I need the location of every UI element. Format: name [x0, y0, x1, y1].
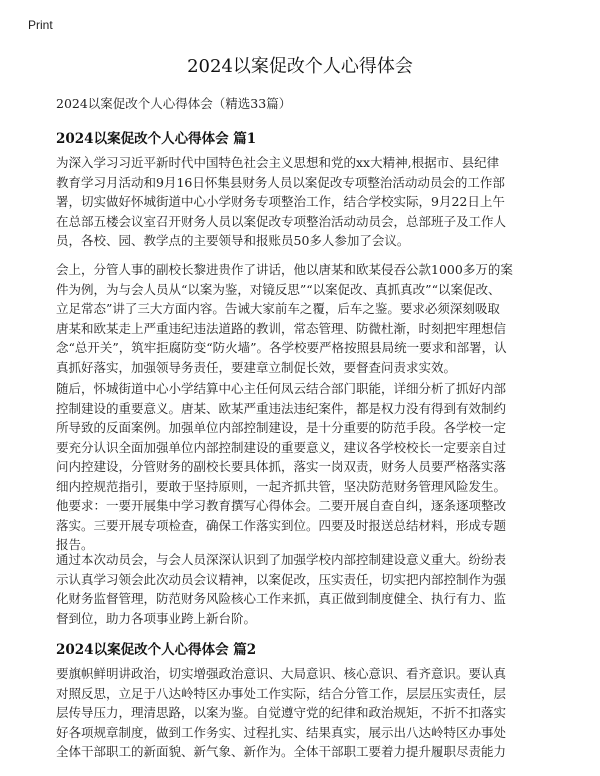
- text-line: 层传导压力，理清思路，以案为鉴。自觉遵守党的纪律和政治规矩，不折不扣落实: [56, 705, 507, 720]
- text-line: 教育学习月活动和9月16日怀集县财务人员以案促改专项整治活动动员会的工作部: [56, 174, 505, 190]
- text-line: 念“总开关”，筑牢拒腐防变“防火墙”。各学校要严格按照县局统一要求和部署，认: [56, 340, 507, 355]
- paragraph: [56, 550, 546, 628]
- text-line: 细内控规范指引，要敢于坚持原则，一起齐抓共管，坚决防范财务管理风险发生。: [56, 478, 507, 494]
- text-line: 他要求：一要开展集中学习教育撰写心得体会。二要开展自查自纠，逐条逐项整改: [56, 498, 507, 513]
- text-line: 员，各校、园、教学点的主要领导和报账员50多人参加了会议。: [56, 233, 410, 248]
- text-line: 示认真学习领会此次动员会议精神，以案促改，压实责任，切实把内部控制作为强: [56, 571, 507, 587]
- paragraph: [56, 260, 546, 377]
- paragraph: [56, 379, 546, 555]
- section-heading-2: 2024以案促改个人心得体会 篇2: [56, 642, 257, 658]
- paragraph: [56, 664, 546, 762]
- text-line: 立足常态”讲了三大方面内容。告诫大家前车之覆，后车之鉴。要求必须深刻吸取: [56, 301, 500, 316]
- text-line: 化财务监督管理，防范财务风险核心工作来抓，真正做到制度健全、执行有力、监: [56, 591, 507, 606]
- text-line: 会上，分管人事的副校长黎进贵作了讲话，他以唐某和欧某侵吞公款1000多万的案: [56, 262, 513, 277]
- text-line: 在总部五楼会议室召开财务人员以案促改专项整治活动动员会，总部班子及工作人: [56, 213, 507, 229]
- document-title: 2024以案促改个人心得体会: [187, 56, 413, 77]
- text-line: 要充分认识全面加强单位内部控制建设的重要意义，建议各学校校长一定要亲自过: [56, 439, 507, 455]
- text-line: 全体干部职工的新面貌、新气象、新作为。全体干部职工要着力提升履职尽责能力: [56, 744, 507, 759]
- text-line: 为深入学习习近平新时代中国特色社会主义思想和党的xx大精神,根据市、县纪律: [56, 155, 500, 170]
- text-line: 控制建设的重要意义。唐某、欧某严重违法违纪案件，都是权力没有得到有效制约: [56, 400, 507, 416]
- print-link[interactable]: Print: [28, 18, 53, 32]
- text-line: 对照反思，立足于八达岭特区办事处工作实际，结合分管工作，层层压实责任，层: [56, 685, 507, 701]
- document-subtitle: 2024以案促改个人心得体会（精选33篇）: [56, 96, 292, 111]
- text-line: 报告。: [56, 537, 94, 552]
- text-line: 随后，怀城街道中心小学结算中心主任何凤云结合部门职能，详细分析了抓好内部: [56, 381, 507, 396]
- text-line: 件为例，为与会人员从“以案为鉴，对镜反思”“以案促改、真抓真改”“以案促改、: [56, 281, 501, 297]
- paragraph: [56, 153, 546, 251]
- text-line: 好各项规章制度，做到工作务实、过程扎实、结果真实，展示出八达岭特区办事处: [56, 724, 507, 740]
- text-line: 要旗帜鲜明讲政治，切实增强政治意识、大局意识、核心意识、看齐意识。要认真: [56, 666, 507, 681]
- section-heading-1: 2024以案促改个人心得体会 篇1: [56, 131, 257, 147]
- text-line: 署，切实做好怀城街道中心小学财务专项整治工作，结合学校实际，9月22日上午: [56, 194, 505, 209]
- text-line: 所导致的反面案例。加强单位内部控制建设，是十分重要的防范手段。各学校一定: [56, 420, 507, 435]
- text-line: 真抓好落实，加强领导务责任，要建章立制促长效，要督查问责求实效。: [56, 359, 457, 375]
- text-line: 督到位，助力各项事业跨上新台阶。: [56, 610, 257, 626]
- text-line: 通过本次动员会，与会人员深深认识到了加强学校内部控制建设意义重大。纷纷表: [56, 552, 507, 567]
- text-line: 问内控建设，分管财务的副校长要具体抓，落实一岗双责，财务人员要严格落实落: [56, 459, 507, 474]
- text-line: 落实。三要开展专项检查，确保工作落实到位。四要及时报送总结材料，形成专题: [56, 517, 507, 533]
- text-line: 唐某和欧某走上严重违纪违法道路的教训，常态管理、防微杜渐，时刻把牢理想信: [56, 320, 507, 336]
